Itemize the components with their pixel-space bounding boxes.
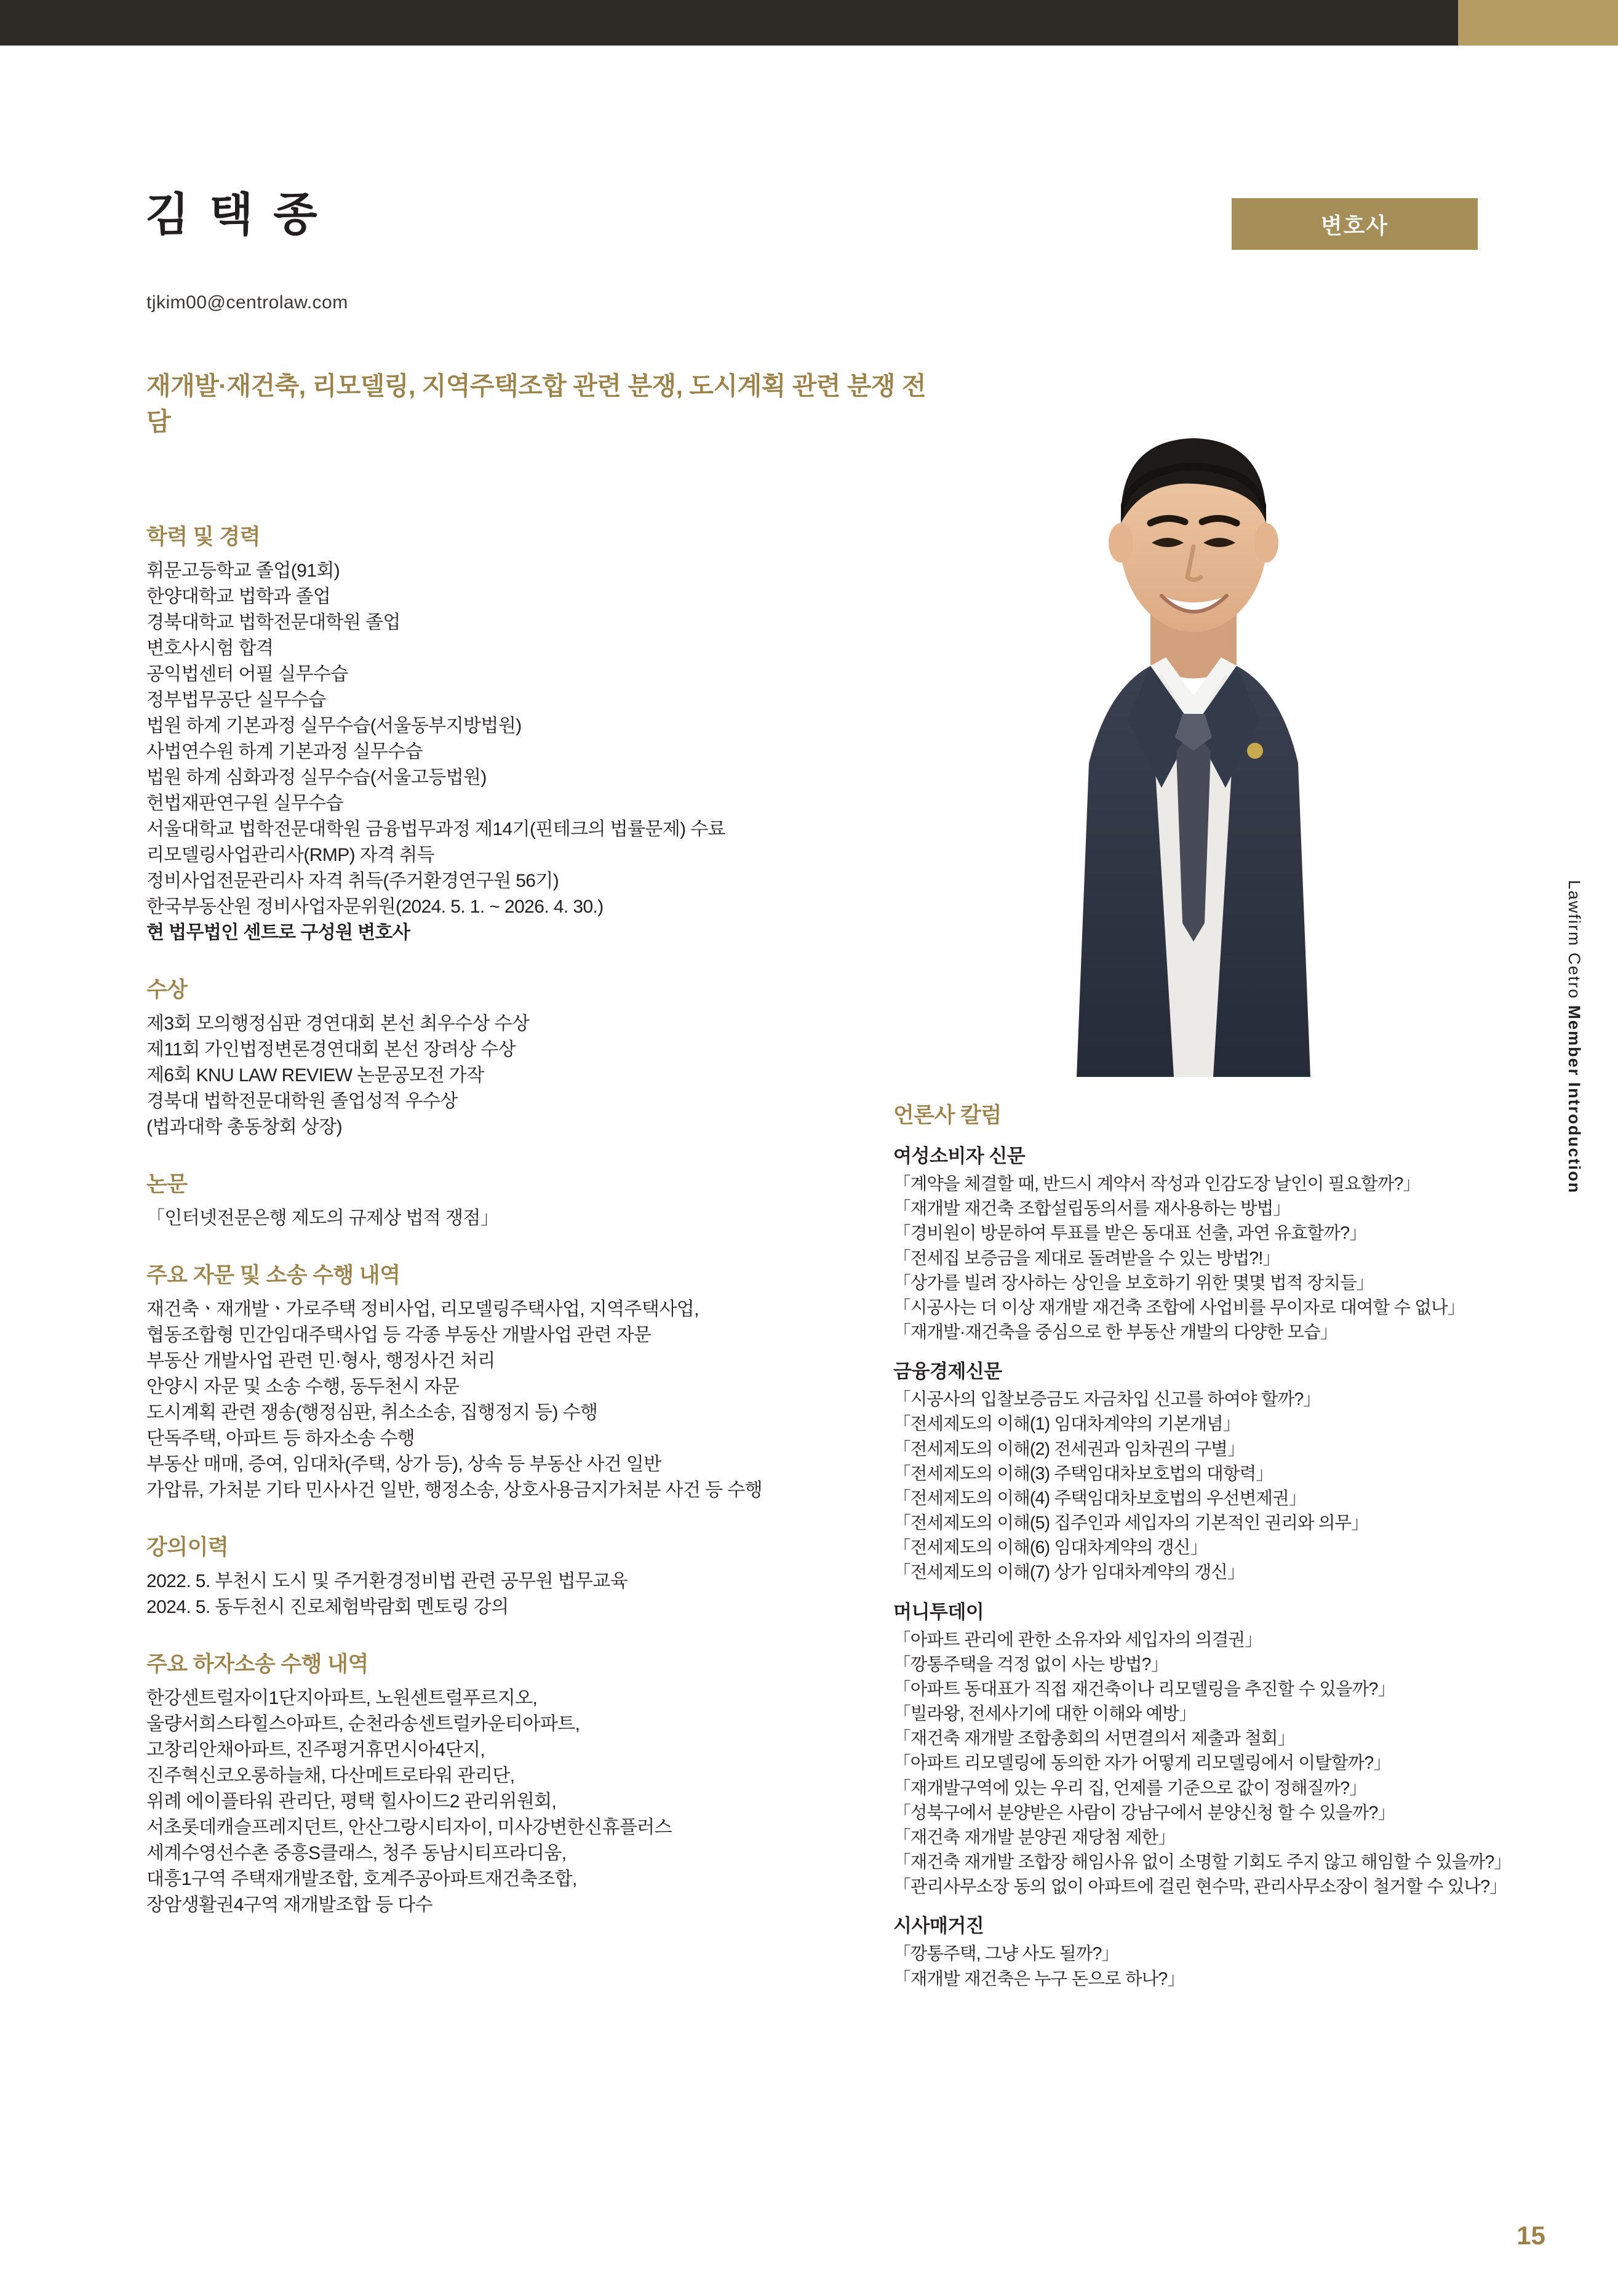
column-item: 「깡통주택, 그냥 사도 될까?」 [893, 1944, 1119, 1964]
list-item: 장암생활권4구역 재개발조합 등 다수 [146, 1895, 432, 1915]
email-text: tjkim00@centrolaw.com [146, 292, 348, 313]
list-item: 법원 하계 심화과정 실무수습(서울고등법원) [146, 767, 487, 788]
list-item: 협동조합형 민간임대주택사업 등 각종 부동산 개발사업 관련 자문 [146, 1325, 652, 1345]
list-item: 경북대학교 법학전문대학원 졸업 [146, 612, 401, 633]
column-item: 「재건축 재개발 조합총회의 서면결의서 제출과 철회」 [893, 1729, 1295, 1749]
section-thesis [146, 1167, 909, 1231]
column-item: 「전세제도의 이해(7) 상가 임대차계약의 갱신」 [893, 1562, 1245, 1583]
section-title-lecture: 강의이력 [146, 1535, 229, 1559]
role-badge: 변호사 [1232, 198, 1478, 250]
list-item: 2024. 5. 동두천시 진로체험박람회 멘토링 강의 [146, 1597, 509, 1617]
list-item: 변호사시험 합격 [146, 638, 274, 658]
list-item: 제3회 모의행정심판 경연대회 본선 최우수상 수상 [146, 1014, 530, 1034]
section-title-education: 학력 및 경력 [146, 525, 260, 549]
column-item: 「전세제도의 이해(6) 임대차계약의 갱신」 [893, 1538, 1208, 1558]
list-item: 고창리안채아파트, 진주평거휴먼시아4단지, [146, 1740, 485, 1760]
press-group-women-consumer [893, 1140, 1527, 1345]
list-item: 사법연수원 하계 기본과정 실무수습 [146, 742, 423, 762]
section-advisory [146, 1258, 909, 1503]
column-item: 「재개발 재건축 조합설립동의서를 재사용하는 방법」 [893, 1199, 1291, 1219]
column-item: 「전세제도의 이해(4) 주택임대차보호법의 우선변제권」 [893, 1488, 1306, 1508]
list-item: 가압류, 가처분 기타 민사사건 일반, 행정소송, 상호사용금지가처분 사건 등 수행 [146, 1480, 762, 1500]
list-item: 정부법무공단 실무수습 [146, 690, 326, 710]
column-item: 「성북구에서 분양받은 사람이 강남구에서 분양신청 할 수 있을까?」 [893, 1802, 1395, 1823]
list-item: 재건축ㆍ재개발ㆍ가로주택 정비사업, 리모델링주택사업, 지역주택사업, [146, 1299, 699, 1319]
section-title-defect-litigation: 주요 하자소송 수행 내역 [146, 1652, 369, 1676]
column-item: 「전세제도의 이해(3) 주택임대차보호법의 대항력」 [893, 1463, 1273, 1484]
section-title-advisory: 주요 자문 및 소송 수행 내역 [146, 1263, 401, 1287]
portrait-photo [966, 320, 1421, 1077]
list-item: 세계수영선수촌 중흥S클래스, 청주 동남시티프라디움, [146, 1843, 567, 1863]
top-bar-gold [1458, 0, 1618, 46]
section-lecture [146, 1530, 909, 1620]
column-item: 「재개발구역에 있는 우리 집, 언제를 기준으로 값이 정해질까?」 [893, 1778, 1366, 1798]
column-item: 「관리사무소장 동의 없이 아파트에 걸린 현수막, 관리사무소장이 철거할 수 있나?」 [893, 1877, 1507, 1897]
specialty-text: 재개발·재건축, 리모델링, 지역주택조합 관련 분쟁, 도시계획 관련 분쟁 전담 [146, 372, 927, 436]
list-item: 안양시 자문 및 소송 수행, 동두천시 자문 [146, 1377, 460, 1397]
list-item: 한강센트럴자이1단지아파트, 노원센트럴푸르지오, [146, 1688, 538, 1708]
press-group-money-today [893, 1596, 1527, 1900]
section-education [146, 520, 909, 946]
press-source-name: 시사매거진 [893, 1915, 984, 1937]
top-bar-dark [0, 0, 1458, 46]
left-column [146, 520, 909, 1945]
column-item: 「시공사의 입찰보증금도 자금차입 신고를 하여야 할까?」 [893, 1390, 1321, 1410]
list-item: 리모델링사업관리사(RMP) 자격 취득 [146, 845, 435, 865]
column-item: 「계약을 체결할 때, 반드시 계약서 작성과 인감도장 날인이 필요할까?」 [893, 1174, 1421, 1194]
column-item: 「전세제도의 이해(5) 집주인과 세입자의 기본적인 권리와 의무」 [893, 1513, 1369, 1534]
press-group-sisa-magazine [893, 1910, 1527, 1991]
press-group-financial-economy [893, 1356, 1527, 1585]
vertical-brand-bold: Member Introduction [1565, 1005, 1584, 1194]
column-item: 「전세집 보증금을 제대로 돌려받을 수 있는 방법?!」 [893, 1248, 1280, 1268]
list-item: 서울대학교 법학전문대학원 금융법무과정 제14기(핀테크의 법률문제) 수료 [146, 819, 726, 839]
column-item: 「빌라왕, 전세사기에 대한 이해와 예방」 [893, 1704, 1196, 1724]
list-item: 부동산 개발사업 관련 민·형사, 행정사건 처리 [146, 1351, 495, 1371]
list-item: 대흥1구역 주택재개발조합, 호계주공아파트재건축조합, [146, 1869, 577, 1889]
page-title: 김 택 종 [145, 189, 321, 240]
section-title-thesis: 논문 [146, 1172, 188, 1196]
list-item: 「인터넷전문은행 제도의 규제상 법적 쟁점」 [146, 1208, 499, 1228]
press-source-name: 금융경제신문 [893, 1361, 1002, 1383]
column-item: 「재건축 재개발 분양권 재당첨 제한」 [893, 1827, 1176, 1847]
list-item: 공익법센터 어필 실무수습 [146, 664, 348, 684]
list-item: 한양대학교 법학과 졸업 [146, 586, 331, 607]
column-item: 「경비원이 방문하여 투표를 받은 동대표 선출, 과연 유효할까?」 [893, 1223, 1366, 1244]
column-item: 「전세제도의 이해(1) 임대차계약의 기본개념」 [893, 1414, 1240, 1434]
section-awards [146, 973, 909, 1140]
list-item: 헌법재판연구원 실무수습 [146, 793, 343, 814]
column-item: 「아파트 관리에 관한 소유자와 세입자의 의결권」 [893, 1630, 1262, 1650]
vertical-brand-plain: Lawfirm Cetro [1565, 880, 1584, 1006]
list-item: 진주혁신코오롱하늘채, 다산메트로타워 관리단, [146, 1766, 515, 1786]
list-item: 법원 하계 기본과정 실무수습(서울동부지방법원) [146, 716, 522, 736]
press-source-name: 여성소비자 신문 [893, 1145, 1026, 1167]
column-item: 「깡통주택을 걱정 없이 사는 방법?」 [893, 1654, 1168, 1674]
list-item: 서초롯데캐슬프레지던트, 안산그랑시티자이, 미사강변한신휴플러스 [146, 1817, 672, 1838]
vertical-brand-label [1564, 880, 1584, 1194]
list-item: 울량서희스타힐스아파트, 순천라송센트럴카운티아파트, [146, 1714, 580, 1734]
list-item: 도시계획 관련 쟁송(행정심판, 취소소송, 집행정지 등) 수행 [146, 1402, 598, 1423]
list-item: 한국부동산원 정비사업자문위원(2024. 5. 1. ~ 2026. 4. 30.) [146, 897, 604, 917]
right-column [893, 1098, 1527, 2002]
list-item: 단독주택, 아파트 등 하자소송 수행 [146, 1428, 415, 1449]
section-defect-litigation [146, 1647, 909, 1918]
list-item: 부동산 매매, 증여, 임대차(주택, 상가 등), 상속 등 부동산 사건 일반 [146, 1454, 661, 1474]
column-item: 「아파트 동대표가 직접 재건축이나 리모델링을 추진할 수 있을까?」 [893, 1679, 1395, 1699]
page-number: 15 [1516, 2221, 1545, 2250]
list-item: 제6회 KNU LAW REVIEW 논문공모전 가작 [146, 1065, 484, 1086]
list-item: 위례 에이플타워 관리단, 평택 힐사이드2 관리위원회, [146, 1791, 557, 1812]
portrait-illustration [966, 320, 1421, 1077]
list-item: 정비사업전문관리사 자격 취득(주거환경연구원 56기) [146, 871, 559, 891]
list-item: 휘문고등학교 졸업(91회) [146, 561, 340, 581]
column-item: 「시공사는 더 이상 재개발 재건축 조합에 사업비를 무이자로 대여할 수 없나」 [893, 1297, 1465, 1318]
list-item: 제11회 가인법정변론경연대회 본선 장려상 수상 [146, 1039, 516, 1060]
column-item: 「재개발 재건축은 누구 돈으로 하나?」 [893, 1969, 1185, 1989]
list-item: 경북대 법학전문대학원 졸업성적 우수상 [146, 1091, 458, 1111]
section-title-press-columns: 언론사 칼럼 [893, 1103, 1002, 1127]
column-item: 「상가를 빌려 장사하는 상인을 보호하기 위한 몇몇 법적 장치들」 [893, 1273, 1374, 1293]
column-item: 「아파트 리모델링에 동의한 자가 어떻게 리모델링에서 이탈할까?」 [893, 1753, 1391, 1774]
column-item: 「재개발·재건축을 중심으로 한 부동산 개발의 다양한 모습」 [893, 1322, 1337, 1343]
list-item: (법과대학 총동창회 상장) [146, 1117, 343, 1137]
column-item: 「재건축 재개발 조합장 해임사유 없이 소명할 기회도 주지 않고 해임할 수 있을까?」 [893, 1852, 1512, 1873]
current-position: 현 법무법인 센트로 구성원 변호사 [146, 922, 410, 943]
section-title-awards: 수상 [146, 978, 188, 1002]
press-source-name: 머니투데이 [893, 1601, 984, 1623]
list-item: 2022. 5. 부천시 도시 및 주거환경정비법 관련 공무원 법무교육 [146, 1571, 628, 1591]
column-item: 「전세제도의 이해(2) 전세권과 임차권의 구별」 [893, 1439, 1245, 1459]
